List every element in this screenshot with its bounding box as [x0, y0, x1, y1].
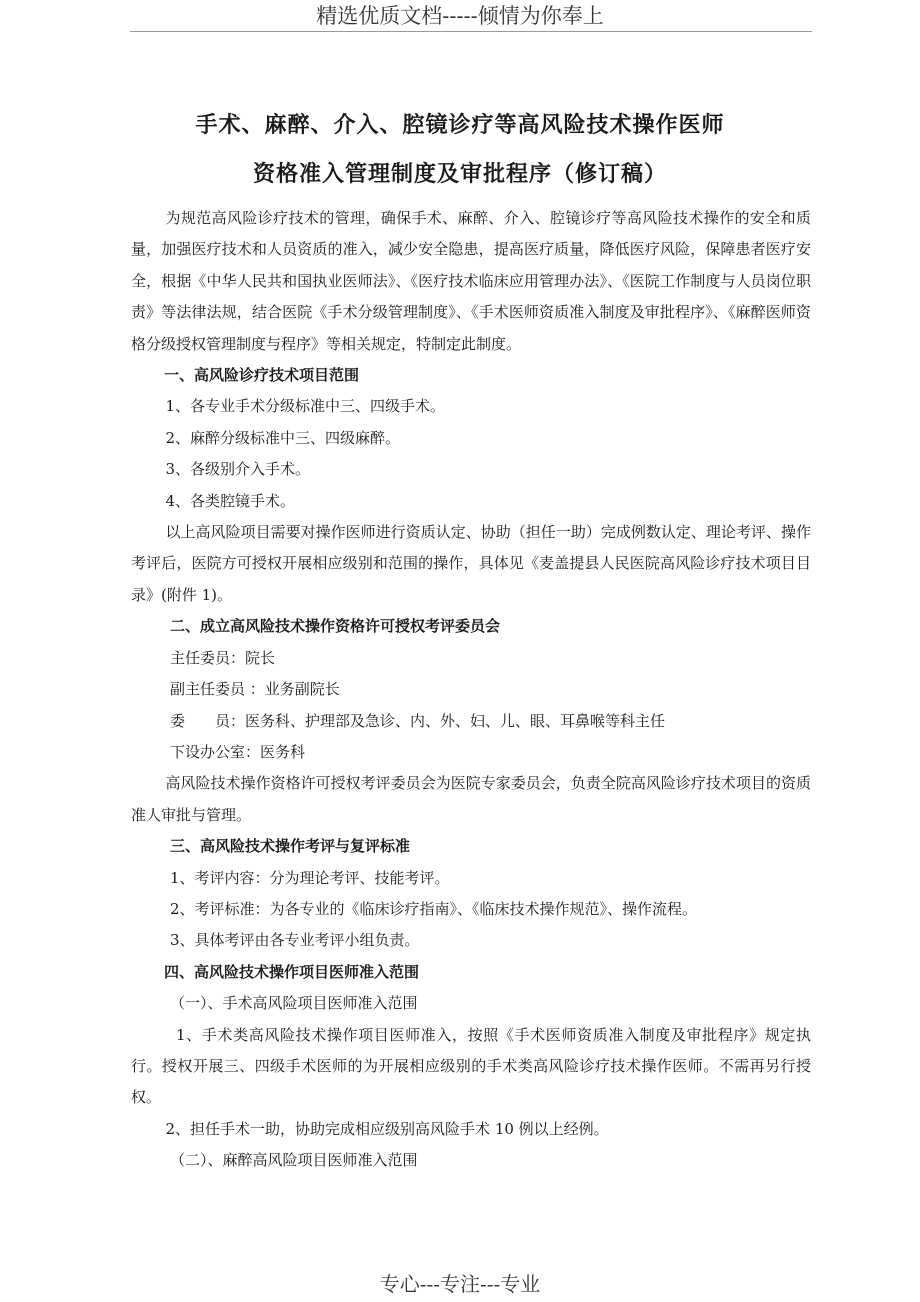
document-title-line2: 资格准入管理制度及审批程序（修订稿）	[252, 161, 667, 187]
section-2-note: 高风险技术操作资格许可授权考评委员会为医院专家委员会，负责全院高风险诊疗技术项目的资质准人审批与管理。	[131, 774, 811, 824]
list-item: 1、考评内容：分为理论考评、技能考评。	[170, 868, 450, 887]
committee-member: 主任委员：院长	[170, 648, 276, 667]
document-title-line1: 手术、麻醉、介入、腔镜诊疗等高风险技术操作医师	[195, 112, 725, 138]
list-item: 2、麻醉分级标准中三、四级麻醉。	[165, 428, 401, 447]
committee-member: 下设办公室：医务科	[170, 742, 306, 761]
document-body	[131, 203, 811, 1177]
subsection-heading: （一）、手术高风险项目医师准入范围	[170, 994, 418, 1013]
subsection-heading: （二）、麻醉高风险项目医师准入范围	[170, 1151, 418, 1170]
section-3-heading: 三、高风险技术操作考评与复评标准	[170, 837, 411, 856]
list-item: 3、各级别介入手术。	[165, 460, 311, 479]
committee-member: 副主任委员 ：业务副院长	[170, 680, 340, 699]
list-item: 2、考评标准：为各专业的《临床诊疗指南》、《临床技术操作规范》、操作流程。	[170, 899, 698, 918]
section-2-heading: 二、成立高风险技术操作资格许可授权考评委员会	[170, 617, 501, 636]
intro-paragraph: 为规范高风险诊疗技术的管理，确保手术、麻醉、介入、腔镜诊疗等高风险技术操作的安全和质量，加强医疗技术和人员资质的准入，减少安全隐患，提高医疗质量，降低医疗风险，保障患者医疗安全，根据《中华人民共和国执业医师法》、《医疗技术临床应用管理办法》、《医院工作制度与人员岗位职责》等法律法规，结合医院《手术分级管理制度》、《手术医师资质准入制度及审批程序》、《麻醉医师资格分级授权管理制度与程序》等相关规定，特制定此制度。	[131, 209, 811, 353]
list-item: 4、各类腔镜手术。	[165, 491, 296, 510]
list-item: 3、具体考评由各专业考评小组负责。	[170, 931, 420, 950]
section-1-note: 以上高风险项目需要对操作医师进行资质认定、协助（担任一助）完成例数认定、理论考评、操作考评后，医院方可授权开展相应级别和范围的操作，具体见《麦盖提县人民医院高风险诊疗技术项目目录》(附件 1)。	[131, 523, 811, 604]
list-item: 1、各专业手术分级标准中三、四级手术。	[165, 397, 446, 416]
section-4-paragraph: 2、担任手术一助，协助完成相应级别高风险手术 10 例以上经例。	[165, 1119, 609, 1138]
section-1-heading: 一、高风险诊疗技术项目范围	[164, 366, 360, 385]
section-4-heading: 四、高风险技术操作项目医师准入范围	[164, 962, 420, 981]
page-header: 精选优质文档-----倾情为你奉上	[316, 4, 604, 28]
section-4-paragraph: 1、手术类高风险技术操作项目医师准入，按照《手术医师资质准入制度及审批程序》规定执行。授权开展三、四级手术医师的为开展相应级别的手术类高风险诊疗技术操作医师。不需再另行授权。	[131, 1025, 811, 1107]
header-divider	[130, 31, 812, 32]
committee-member: 委 员：医务科、护理部及急诊、内、外、妇、儿、眼、耳鼻喉等科主任	[170, 711, 666, 730]
page-footer: 专心---专注---专业	[379, 1272, 541, 1296]
